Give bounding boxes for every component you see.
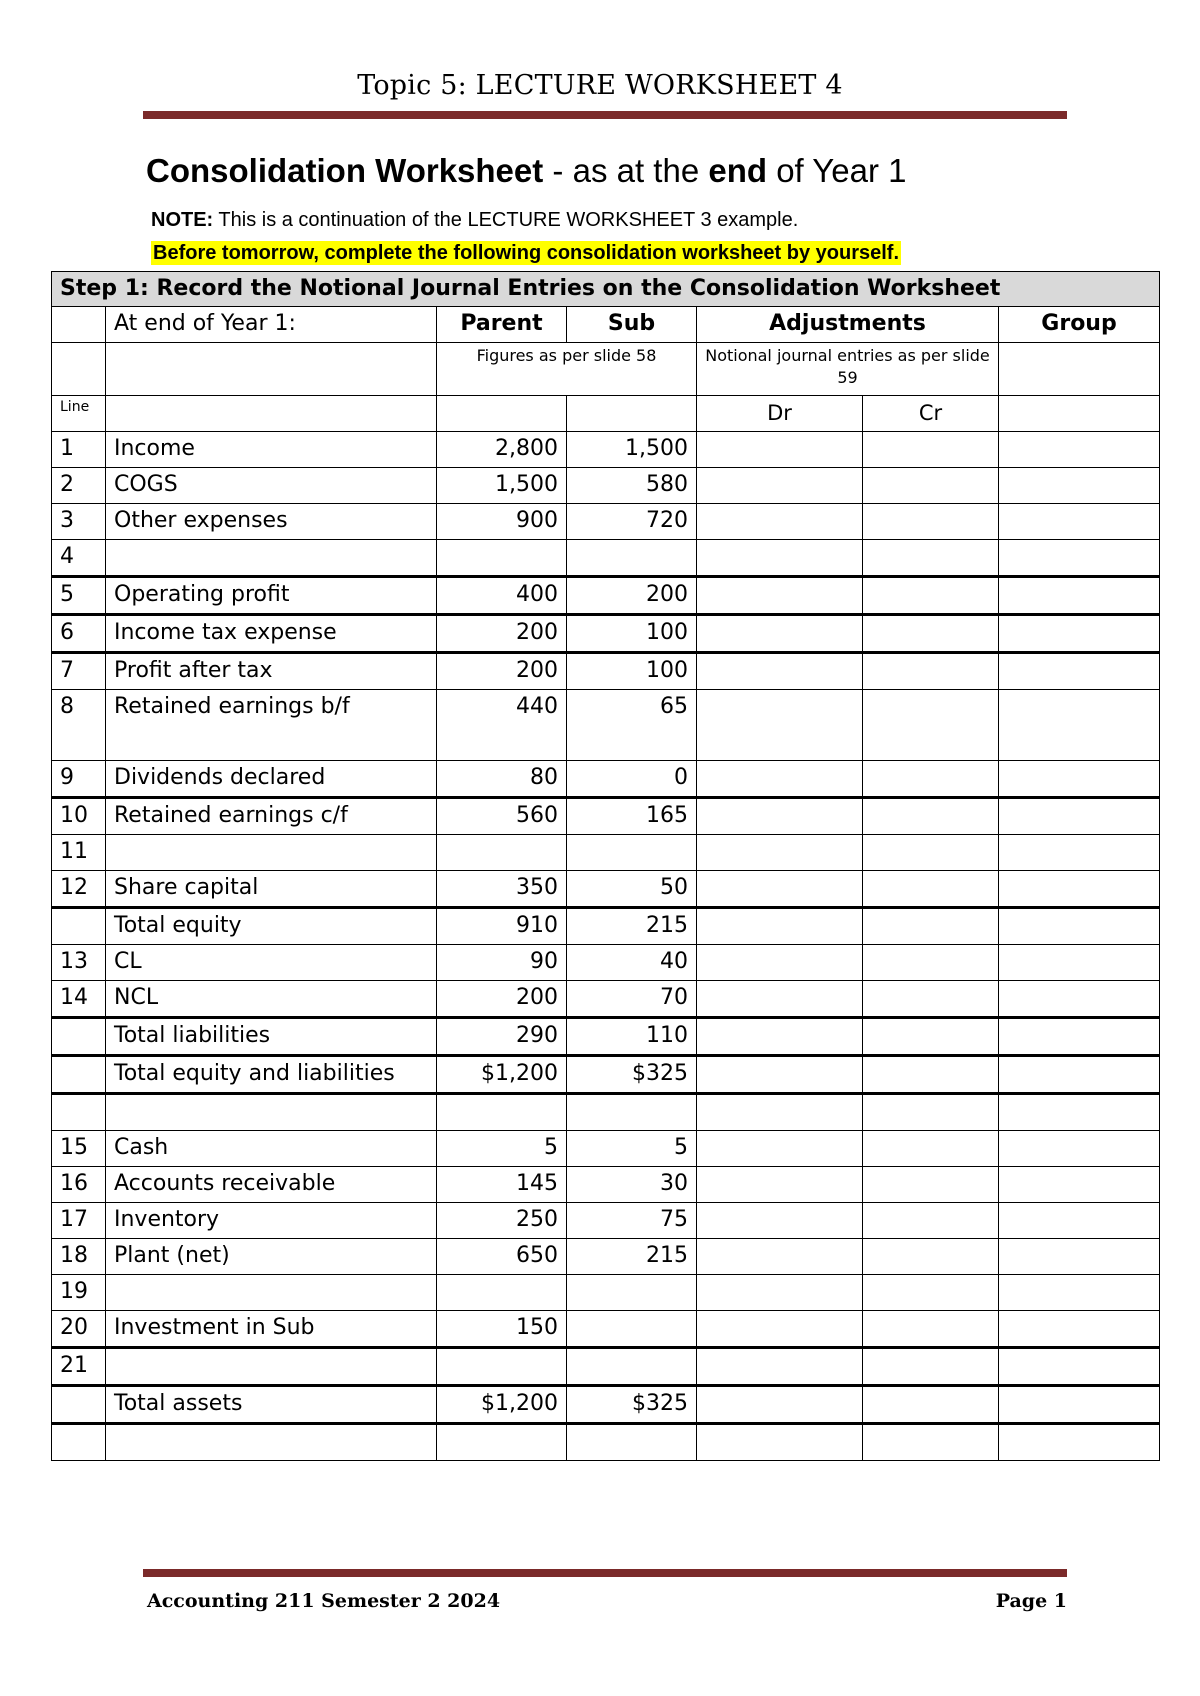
adjustment-cr-cell: [863, 653, 999, 690]
adjustment-dr-cell: [697, 690, 863, 761]
sub-amount-cell: 580: [567, 468, 697, 504]
subheader-row: [52, 343, 1160, 396]
parent-amount-cell: [437, 835, 567, 871]
table-row: [52, 835, 1160, 871]
parent-amount-cell: 440: [437, 690, 567, 761]
description-cell: Accounts receivable: [106, 1167, 437, 1203]
adjustment-cr-cell: [863, 1167, 999, 1203]
adjustment-dr-cell: [697, 1239, 863, 1275]
adjustment-dr-cell: [697, 1203, 863, 1239]
parent-amount-cell: 200: [437, 653, 567, 690]
subheader-figures: Figures as per slide 58: [437, 343, 697, 396]
table-row: [52, 690, 1160, 761]
sub-amount-cell: 75: [567, 1203, 697, 1239]
header-sub: Sub: [567, 307, 697, 343]
adjustment-dr-cell: [697, 577, 863, 615]
table-row: [52, 1167, 1160, 1203]
table-row: [52, 468, 1160, 504]
parent-amount-cell: 200: [437, 981, 567, 1018]
line-number-cell: 19: [52, 1275, 106, 1311]
description-cell: Income: [106, 432, 437, 468]
sub-amount-cell: [567, 1348, 697, 1386]
header-parent: Parent: [437, 307, 567, 343]
adjustment-dr-cell: [697, 1167, 863, 1203]
parent-amount-cell: 400: [437, 577, 567, 615]
description-cell: Investment in Sub: [106, 1311, 437, 1348]
line-number-cell: 5: [52, 577, 106, 615]
line-number-cell: [52, 908, 106, 945]
table-row: [52, 504, 1160, 540]
sub-amount-cell: 1,500: [567, 432, 697, 468]
parent-amount-cell: [437, 1275, 567, 1311]
adjustment-dr-cell: [697, 908, 863, 945]
note-text: This is a continuation of the LECTURE WORKSHEET 3 example.: [213, 209, 799, 231]
adjustment-dr-cell: [697, 1386, 863, 1424]
header-line-cell: [52, 307, 106, 343]
adjustment-dr-cell: [697, 432, 863, 468]
table-row: [52, 1131, 1160, 1167]
adjustment-cr-cell: [863, 615, 999, 653]
line-header-blank-desc: [106, 396, 437, 432]
adjustment-dr-cell: [697, 1275, 863, 1311]
line-number-cell: 8: [52, 690, 106, 761]
note-line: [151, 209, 798, 232]
table-row: [52, 1386, 1160, 1424]
line-number-cell: 15: [52, 1131, 106, 1167]
header-group: Group: [999, 307, 1160, 343]
line-number-cell: 4: [52, 540, 106, 577]
adjustment-cr-cell: [863, 798, 999, 835]
sub-amount-cell: 215: [567, 1239, 697, 1275]
group-amount-cell: [999, 504, 1160, 540]
group-amount-cell: [999, 761, 1160, 798]
sub-amount-cell: 0: [567, 761, 697, 798]
adjustment-cr-cell: [863, 871, 999, 908]
adjustment-cr-cell: [863, 1094, 999, 1131]
sub-amount-cell: [567, 1424, 697, 1461]
adjustment-cr-cell: [863, 835, 999, 871]
line-number-cell: 14: [52, 981, 106, 1018]
adjustment-dr-cell: [697, 468, 863, 504]
description-cell: Retained earnings b/f: [106, 690, 437, 761]
group-amount-cell: [999, 871, 1160, 908]
table-row: [52, 871, 1160, 908]
group-amount-cell: [999, 798, 1160, 835]
sub-amount-cell: 110: [567, 1018, 697, 1056]
parent-amount-cell: 900: [437, 504, 567, 540]
sub-amount-cell: 200: [567, 577, 697, 615]
description-cell: Income tax expense: [106, 615, 437, 653]
table-row: [52, 1239, 1160, 1275]
line-number-cell: 16: [52, 1167, 106, 1203]
header-desc: At end of Year 1:: [106, 307, 437, 343]
description-cell: COGS: [106, 468, 437, 504]
description-cell: Share capital: [106, 871, 437, 908]
group-amount-cell: [999, 1311, 1160, 1348]
adjustment-cr-cell: [863, 1348, 999, 1386]
line-header-blank-group: [999, 396, 1160, 432]
description-cell: Retained earnings c/f: [106, 798, 437, 835]
description-cell: [106, 1348, 437, 1386]
group-amount-cell: [999, 1018, 1160, 1056]
parent-amount-cell: [437, 1424, 567, 1461]
table-row: [52, 577, 1160, 615]
line-number-cell: [52, 1056, 106, 1094]
table-row: [52, 1018, 1160, 1056]
description-cell: NCL: [106, 981, 437, 1018]
parent-amount-cell: 145: [437, 1167, 567, 1203]
adjustment-cr-cell: [863, 761, 999, 798]
group-amount-cell: [999, 540, 1160, 577]
dr-header: Dr: [697, 396, 863, 432]
description-cell: [106, 1275, 437, 1311]
table-row: [52, 1056, 1160, 1094]
group-amount-cell: [999, 1094, 1160, 1131]
sub-amount-cell: [567, 835, 697, 871]
line-number-cell: 13: [52, 945, 106, 981]
parent-amount-cell: [437, 1094, 567, 1131]
page-header: Topic 5: LECTURE WORKSHEET 4: [357, 70, 843, 101]
sub-amount-cell: 720: [567, 504, 697, 540]
parent-amount-cell: [437, 540, 567, 577]
group-amount-cell: [999, 1348, 1160, 1386]
adjustment-cr-cell: [863, 1386, 999, 1424]
line-number-cell: 3: [52, 504, 106, 540]
subheader-notional: Notional journal entries as per slide 59: [697, 343, 999, 396]
line-number-cell: [52, 1018, 106, 1056]
parent-amount-cell: 250: [437, 1203, 567, 1239]
table-row: [52, 1275, 1160, 1311]
group-amount-cell: [999, 1239, 1160, 1275]
table-row: [52, 908, 1160, 945]
parent-amount-cell: 350: [437, 871, 567, 908]
adjustment-cr-cell: [863, 432, 999, 468]
parent-amount-cell: 90: [437, 945, 567, 981]
table-row: [52, 432, 1160, 468]
description-cell: [106, 835, 437, 871]
footer-rule: [143, 1569, 1067, 1577]
subheader-blank-group: [999, 343, 1160, 396]
line-number-cell: [52, 1424, 106, 1461]
parent-amount-cell: 5: [437, 1131, 567, 1167]
group-amount-cell: [999, 615, 1160, 653]
group-amount-cell: [999, 1167, 1160, 1203]
description-cell: CL: [106, 945, 437, 981]
line-number-cell: 2: [52, 468, 106, 504]
adjustment-dr-cell: [697, 1424, 863, 1461]
sub-amount-cell: [567, 1311, 697, 1348]
line-header-blank-sub: [567, 396, 697, 432]
header-rule: [143, 111, 1067, 119]
description-cell: [106, 540, 437, 577]
adjustment-cr-cell: [863, 908, 999, 945]
title-mid: - as at the: [543, 152, 709, 189]
table-row: [52, 1424, 1160, 1461]
sub-amount-cell: 30: [567, 1167, 697, 1203]
parent-amount-cell: 2,800: [437, 432, 567, 468]
footer-page-number: Page 1: [995, 1590, 1067, 1612]
table-row: [52, 945, 1160, 981]
group-amount-cell: [999, 468, 1160, 504]
line-header-row: [52, 396, 1160, 432]
adjustment-dr-cell: [697, 1018, 863, 1056]
group-amount-cell: [999, 908, 1160, 945]
adjustment-dr-cell: [697, 1348, 863, 1386]
adjustment-cr-cell: [863, 1131, 999, 1167]
description-cell: Total assets: [106, 1386, 437, 1424]
line-number-cell: 7: [52, 653, 106, 690]
instruction-text: Before tomorrow, complete the following consolidation worksheet by yourself.: [153, 242, 900, 264]
description-cell: [106, 1424, 437, 1461]
adjustment-cr-cell: [863, 1056, 999, 1094]
table-row: [52, 1311, 1160, 1348]
sub-amount-cell: $325: [567, 1056, 697, 1094]
sub-amount-cell: $325: [567, 1386, 697, 1424]
group-amount-cell: [999, 1203, 1160, 1239]
table-row: [52, 981, 1160, 1018]
line-header-blank-parent: [437, 396, 567, 432]
adjustment-cr-cell: [863, 540, 999, 577]
description-cell: Inventory: [106, 1203, 437, 1239]
header-adjustments: Adjustments: [697, 307, 999, 343]
description-cell: Total equity and liabilities: [106, 1056, 437, 1094]
sub-amount-cell: 5: [567, 1131, 697, 1167]
adjustment-dr-cell: [697, 761, 863, 798]
footer-course: Accounting 211 Semester 2 2024: [147, 1590, 501, 1612]
group-amount-cell: [999, 577, 1160, 615]
adjustment-cr-cell: [863, 945, 999, 981]
description-cell: Cash: [106, 1131, 437, 1167]
line-number-cell: 12: [52, 871, 106, 908]
sub-amount-cell: 50: [567, 871, 697, 908]
header-row: [52, 307, 1160, 343]
parent-amount-cell: $1,200: [437, 1056, 567, 1094]
description-cell: Profit after tax: [106, 653, 437, 690]
group-amount-cell: [999, 653, 1160, 690]
step-row: [52, 272, 1160, 307]
adjustment-dr-cell: [697, 1094, 863, 1131]
title-end: end: [708, 152, 768, 189]
group-amount-cell: [999, 1424, 1160, 1461]
description-cell: Total liabilities: [106, 1018, 437, 1056]
note-label: NOTE:: [151, 209, 214, 231]
adjustment-dr-cell: [697, 540, 863, 577]
line-number-cell: 6: [52, 615, 106, 653]
sub-amount-cell: [567, 1275, 697, 1311]
adjustment-dr-cell: [697, 1056, 863, 1094]
parent-amount-cell: 650: [437, 1239, 567, 1275]
sub-amount-cell: 65: [567, 690, 697, 761]
adjustment-dr-cell: [697, 1131, 863, 1167]
sub-amount-cell: [567, 1094, 697, 1131]
sub-amount-cell: 100: [567, 615, 697, 653]
sub-amount-cell: 215: [567, 908, 697, 945]
adjustment-dr-cell: [697, 1311, 863, 1348]
table-row: [52, 1203, 1160, 1239]
adjustment-cr-cell: [863, 577, 999, 615]
parent-amount-cell: 150: [437, 1311, 567, 1348]
group-amount-cell: [999, 1386, 1160, 1424]
parent-amount-cell: 80: [437, 761, 567, 798]
title-tail: of Year 1: [767, 152, 907, 189]
description-cell: Other expenses: [106, 504, 437, 540]
adjustment-cr-cell: [863, 1203, 999, 1239]
line-number-cell: [52, 1386, 106, 1424]
parent-amount-cell: [437, 1348, 567, 1386]
adjustment-dr-cell: [697, 835, 863, 871]
adjustment-dr-cell: [697, 945, 863, 981]
sub-amount-cell: 165: [567, 798, 697, 835]
adjustment-cr-cell: [863, 1311, 999, 1348]
group-amount-cell: [999, 981, 1160, 1018]
line-header: Line: [52, 396, 106, 432]
line-number-cell: 17: [52, 1203, 106, 1239]
group-amount-cell: [999, 1056, 1160, 1094]
sub-amount-cell: 70: [567, 981, 697, 1018]
adjustment-cr-cell: [863, 1018, 999, 1056]
line-number-cell: 18: [52, 1239, 106, 1275]
parent-amount-cell: 200: [437, 615, 567, 653]
adjustment-cr-cell: [863, 1275, 999, 1311]
group-amount-cell: [999, 835, 1160, 871]
adjustment-cr-cell: [863, 504, 999, 540]
parent-amount-cell: $1,200: [437, 1386, 567, 1424]
consolidation-worksheet-table: [51, 271, 1160, 1461]
description-cell: [106, 1094, 437, 1131]
title-bold: Consolidation Worksheet: [146, 152, 544, 189]
description-cell: Total equity: [106, 908, 437, 945]
description-cell: Dividends declared: [106, 761, 437, 798]
adjustment-dr-cell: [697, 504, 863, 540]
cr-header: Cr: [863, 396, 999, 432]
group-amount-cell: [999, 1275, 1160, 1311]
table-row: [52, 798, 1160, 835]
adjustment-cr-cell: [863, 468, 999, 504]
subheader-blank-line: [52, 343, 106, 396]
adjustment-cr-cell: [863, 981, 999, 1018]
adjustment-dr-cell: [697, 615, 863, 653]
adjustment-cr-cell: [863, 1239, 999, 1275]
table-row: [52, 1094, 1160, 1131]
adjustment-dr-cell: [697, 798, 863, 835]
line-number-cell: 10: [52, 798, 106, 835]
parent-amount-cell: 1,500: [437, 468, 567, 504]
group-amount-cell: [999, 432, 1160, 468]
parent-amount-cell: 560: [437, 798, 567, 835]
line-number-cell: 21: [52, 1348, 106, 1386]
parent-amount-cell: 910: [437, 908, 567, 945]
instruction: [151, 242, 901, 265]
adjustment-dr-cell: [697, 981, 863, 1018]
line-number-cell: [52, 1094, 106, 1131]
adjustment-cr-cell: [863, 690, 999, 761]
group-amount-cell: [999, 690, 1160, 761]
table-row: [52, 761, 1160, 798]
sub-amount-cell: 40: [567, 945, 697, 981]
sub-amount-cell: [567, 540, 697, 577]
table-row: [52, 540, 1160, 577]
worksheet-title: [146, 152, 907, 190]
line-number-cell: 20: [52, 1311, 106, 1348]
table-row: [52, 653, 1160, 690]
sub-amount-cell: 100: [567, 653, 697, 690]
line-number-cell: 11: [52, 835, 106, 871]
subheader-blank-desc: [106, 343, 437, 396]
description-cell: Operating profit: [106, 577, 437, 615]
adjustment-cr-cell: [863, 1424, 999, 1461]
description-cell: Plant (net): [106, 1239, 437, 1275]
adjustment-dr-cell: [697, 653, 863, 690]
group-amount-cell: [999, 1131, 1160, 1167]
line-number-cell: 9: [52, 761, 106, 798]
step-label: Step 1: Record the Notional Journal Entries on the Consolidation Worksheet: [52, 272, 1160, 307]
line-number-cell: 1: [52, 432, 106, 468]
parent-amount-cell: 290: [437, 1018, 567, 1056]
adjustment-dr-cell: [697, 871, 863, 908]
table-row: [52, 1348, 1160, 1386]
table-row: [52, 615, 1160, 653]
group-amount-cell: [999, 945, 1160, 981]
